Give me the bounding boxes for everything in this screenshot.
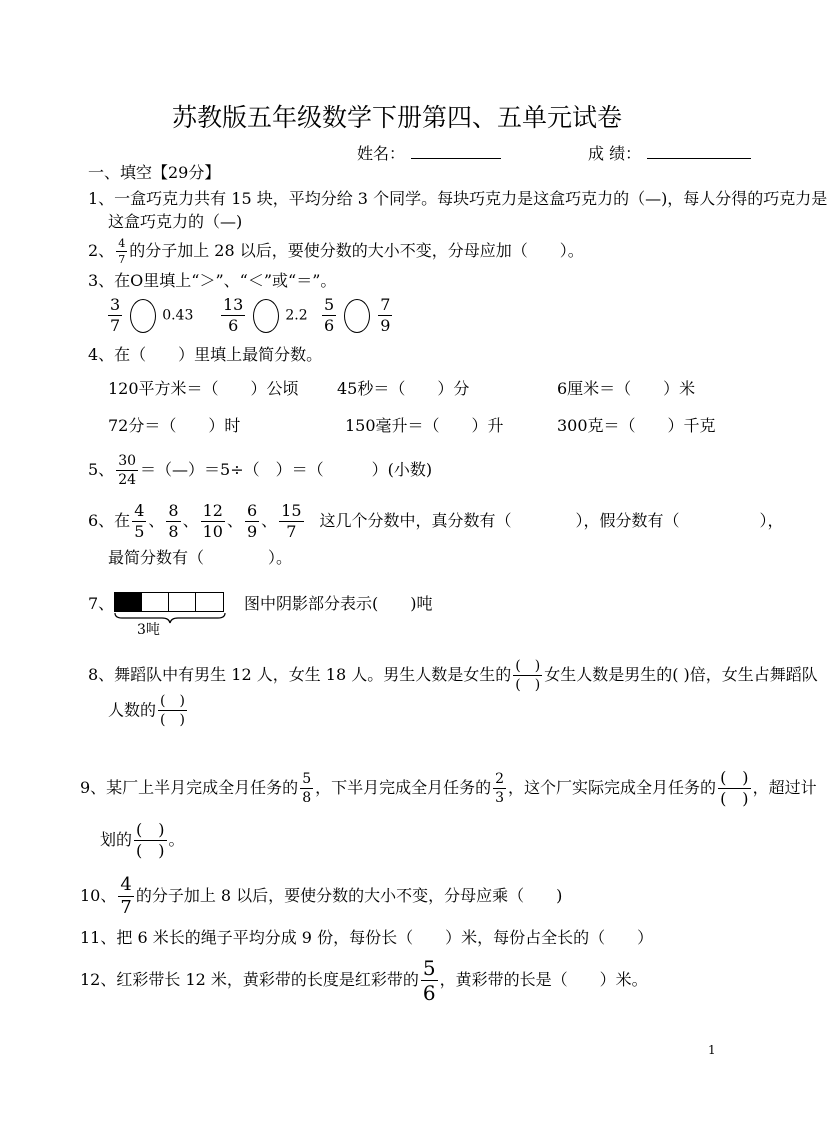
compare-circle[interactable] bbox=[253, 299, 279, 333]
question-1-line-2: 这盒巧克力的（—) bbox=[108, 212, 243, 231]
question-9-line-1: 9、某厂上半月完成全月任务的 $\frac{5}{8}$ ，下半月完成全月任务的 $\frac{2}{3}$ ，这个厂实际完成全月任务的 $\frac{( )}{( )}$ ，超过计 bbox=[80, 768, 817, 808]
compare-item-3: $\frac{5}{6}$ $\frac{7}{9}$ bbox=[324, 295, 391, 335]
segment bbox=[142, 593, 169, 611]
name-field[interactable] bbox=[357, 144, 501, 164]
compare-item-1: $\frac{3}{7}$ 0.43 bbox=[110, 295, 194, 335]
question-text: 的分子加上 28 以后，要使分数的大小不变，分母应加（ ）。 bbox=[129, 241, 584, 260]
segment bbox=[196, 593, 223, 611]
question-number: 6、在 bbox=[88, 511, 131, 530]
answer-fraction-blank[interactable]: $\frac{( )}{( )}$ bbox=[515, 658, 541, 693]
fraction: $\frac{30}{24}$ bbox=[118, 453, 137, 488]
conversion-item: 6厘米＝（ ）米 bbox=[557, 379, 696, 398]
conversion-item: 45秒＝（ ）分 bbox=[337, 379, 470, 398]
question-6: 6、在 $\frac{4}{5}$ 、 $\frac{8}{8}$ 、 $\frac{12}{10}$ 、 $\frac{6}{9}$ 、 $\frac{15}{7}$ 这几个分数中，真分数有（ ），假分数有（ ）， bbox=[88, 501, 784, 541]
question-number: 2、 bbox=[88, 241, 115, 260]
answer-fraction-blank[interactable]: $\frac{( )}{( )}$ bbox=[136, 820, 165, 860]
conversion-item: 300克＝（ ）千克 bbox=[557, 416, 716, 435]
fraction: $\frac{4}{7}$ bbox=[118, 237, 126, 266]
question-8-line-2: 人数的 $\frac{( )}{( )}$ bbox=[108, 693, 185, 728]
question-7: 图中阴影部分表示( )吨 bbox=[244, 594, 433, 613]
score-label: 成 绩： bbox=[588, 144, 642, 163]
conversion-item: 120平方米＝（ ）公顷 bbox=[108, 379, 299, 398]
name-label: 姓名： bbox=[357, 144, 406, 163]
question-2 bbox=[88, 238, 584, 265]
compare-item-2: $\frac{13}{6}$ 2.2 bbox=[223, 295, 308, 335]
question-9-line-2: 划的 $\frac{( )}{( )}$ 。 bbox=[100, 820, 185, 860]
tape-diagram bbox=[114, 591, 224, 612]
compare-circle[interactable] bbox=[344, 299, 370, 333]
question-8-line-1: 8、舞蹈队中有男生 12 人，女生 18 人。男生人数是女生的 $\frac{( )}{( )}$ 女生人数是男生的( )倍，女生占舞蹈队 bbox=[88, 658, 818, 693]
fraction: $\frac{5}{8}$ bbox=[302, 771, 312, 806]
question-number: 5、 bbox=[88, 460, 115, 479]
fraction: $\frac{5}{6}$ bbox=[422, 956, 436, 1005]
question-6-line-2: 最简分数有（ ）。 bbox=[108, 548, 293, 567]
score-blank[interactable] bbox=[647, 144, 751, 159]
question-1-line-1: 1、一盒巧克力共有 15 块，平均分给 3 个同学。每块巧克力是这盒巧克力的（—)，每人分得的巧克力是 bbox=[88, 189, 827, 208]
question-12: 12、红彩带长 12 米，黄彩带的长度是红彩带的 $\frac{5}{6}$ ，黄彩带的长是（ ）米。 bbox=[80, 956, 648, 1005]
answer-fraction-blank[interactable]: $\frac{( )}{( )}$ bbox=[160, 693, 185, 728]
name-blank[interactable] bbox=[411, 144, 501, 159]
shaded-segment bbox=[115, 593, 142, 611]
page-number: 1 bbox=[708, 1043, 716, 1057]
brace-icon bbox=[114, 612, 226, 624]
question-11: 11、把 6 米长的绳子平均分成 9 份，每份长（ ）米，每份占全长的（ ） bbox=[80, 928, 654, 947]
conversion-item: 150毫升＝（ ）升 bbox=[345, 416, 504, 435]
question-5 bbox=[88, 454, 432, 487]
score-field[interactable] bbox=[588, 144, 751, 164]
question-text: ＝（—）＝5÷（ ）＝（ ）(小数) bbox=[140, 460, 433, 479]
question-text: 这几个分数中，真分数有（ ），假分数有（ ）， bbox=[319, 511, 784, 530]
question-3: 3、在O里填上“＞”、“＜”或“＝”。 bbox=[88, 271, 337, 290]
answer-fraction-blank[interactable]: $\frac{( )}{( )}$ bbox=[720, 768, 749, 808]
page-title: 苏教版五年级数学下册第四、五单元试卷 bbox=[171, 103, 622, 132]
conversion-item: 72分＝（ ）时 bbox=[108, 416, 241, 435]
section-heading: 一、填空【29分】 bbox=[88, 163, 221, 182]
compare-circle[interactable] bbox=[130, 299, 156, 333]
fraction: $\frac{2}{3}$ bbox=[495, 771, 505, 806]
question-7-number: 7、 bbox=[88, 594, 115, 613]
tape-label: 3吨 bbox=[137, 622, 160, 638]
question-10: 10、 $\frac{4}{7}$ 的分子加上 8 以后，要使分数的大小不变，分母应乘（ ) bbox=[80, 874, 563, 918]
tape-bar bbox=[114, 592, 224, 612]
question-4: 4、在（ ）里填上最简分数。 bbox=[88, 345, 323, 364]
segment bbox=[169, 593, 196, 611]
fraction: $\frac{4}{7}$ bbox=[120, 874, 132, 918]
